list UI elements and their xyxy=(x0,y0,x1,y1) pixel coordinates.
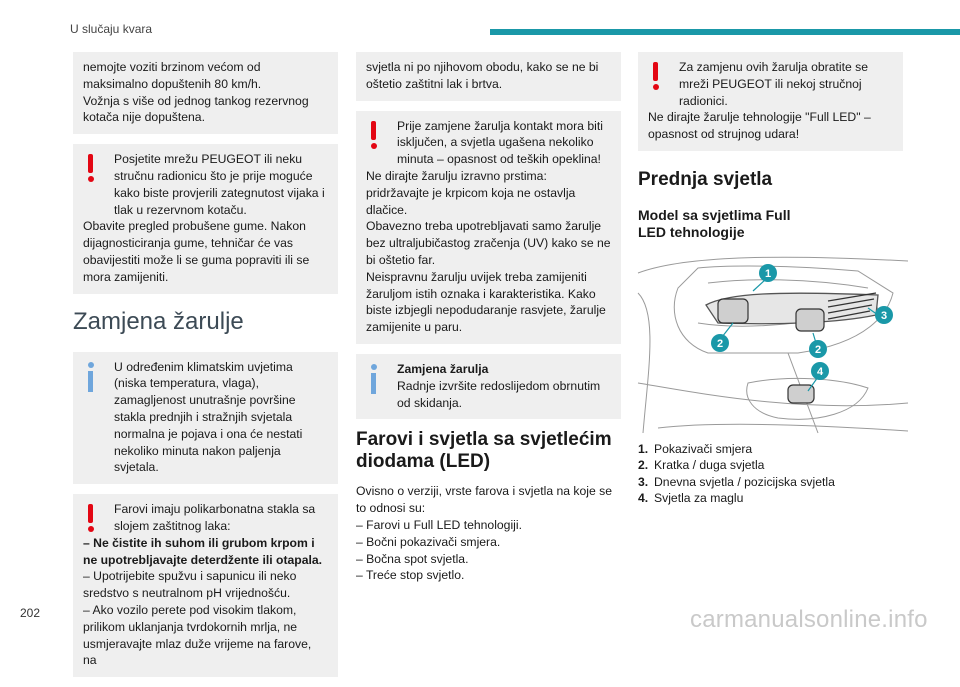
continued-note-box xyxy=(356,52,621,101)
warning-icon xyxy=(87,154,94,183)
warning-box xyxy=(638,52,903,151)
legend-item xyxy=(638,441,903,458)
list-item: – Bočna spot svjetla. xyxy=(356,551,469,566)
section-title: Prednja svjetla xyxy=(638,168,773,190)
warning-paragraph: Posjetite mrežu PEUGEOT ili neku stručnu radionicu što je prije moguće kako biste provjerili zategnutost vijaka i tlak u rezervnom kotaču. xyxy=(114,152,325,217)
callout-label: 3 xyxy=(880,309,888,322)
watermark: carmanualsonline.info xyxy=(690,606,928,633)
legend-number: 2. xyxy=(638,458,649,473)
subsection-title: Model sa svjetlima Full LED tehnologije xyxy=(638,206,791,240)
legend-text: Dnevna svjetla / pozicijska svjetla xyxy=(654,474,835,489)
callout-label: 4 xyxy=(816,365,824,378)
info-box xyxy=(356,354,621,419)
section-title: Farovi i svjetla sa svjetlećim diodama (LED) xyxy=(356,429,612,473)
list-item: – Bočni pokazivači smjera. xyxy=(356,534,501,549)
warning-box xyxy=(356,111,621,344)
legend-text: Svjetla za maglu xyxy=(654,491,744,506)
callout-label: 2 xyxy=(716,337,724,350)
legend-item xyxy=(638,474,903,491)
info-title: Zamjena žarulja xyxy=(397,361,489,376)
legend-number: 1. xyxy=(638,441,649,456)
header-accent-bar xyxy=(490,29,960,35)
warning-box xyxy=(73,144,338,293)
warning-paragraph: Ne dirajte žarulju izravno prstima: pridržavajte je krpicom koja ne ostavlja dlačice. xyxy=(366,168,576,217)
column-1 xyxy=(73,52,338,687)
note-paragraph: nemojte voziti brzinom većom od maksimalno dopuštenih 80 km/h. xyxy=(83,60,262,91)
legend-item xyxy=(638,457,903,474)
warning-intro: Farovi imaju polikarbonatna stakla sa slojem zaštitnog laka: xyxy=(114,502,316,533)
info-icon xyxy=(87,362,94,391)
warning-item: – Ako vozilo perete pod visokim tlakom, prilikom uklanjanja tvrdokornih mrlja, ne usmjeravajte mlaz duže vrijeme na farove, na xyxy=(83,602,312,668)
legend-text: Kratka / duga svjetla xyxy=(654,458,765,473)
warning-paragraph: Obavezno treba upotrebljavati samo žarulje bez ultraljubičastog zračenja (UV) kako se ne bi oštetio far. xyxy=(366,219,611,267)
warning-item: – Upotrijebite spužvu i sapunicu ili neko sredstvo s neutralnom pH vrijednošću. xyxy=(83,569,297,601)
note-paragraph: Vožnja s više od jednog tankog rezervnog kotača nije dopuštena. xyxy=(83,93,309,125)
figure-legend xyxy=(638,441,903,507)
headlight-illustration xyxy=(638,253,908,433)
warning-icon xyxy=(652,62,659,91)
warning-paragraph: Ne dirajte žarulje tehnologije "Full LED" – opasnost od strujnog udara! xyxy=(648,110,871,142)
list-item: – Farovi u Full LED tehnologiji. xyxy=(356,517,522,532)
headlight-diagram xyxy=(638,253,908,433)
warning-paragraph: Neispravnu žarulju uvijek treba zamijeniti žaruljom istih oznaka i karakteristika. Kako biste izbjegli nepodudaranje rasvjete, žarulje zamijenite u paru. xyxy=(366,269,606,335)
note-paragraph: svjetla ni po njihovom obodu, kako se ne bi oštetio zaštitni lak i brtva. xyxy=(366,60,599,91)
info-paragraph: Radnje izvršite redoslijedom obrnutim od skidanja. xyxy=(397,378,601,410)
info-box xyxy=(73,352,338,485)
list-item: – Treće stop svjetlo. xyxy=(356,568,465,583)
section-title: Zamjena žarulje xyxy=(73,307,244,335)
info-paragraph: U određenim klimatskim uvjetima (niska temperatura, vlaga), zamagljenost unutrašnje površine stakla prednjih i stražnjih svjetala normalna je pojava i ona će nestati nekoliko minuta nakon paljenja svjetala. xyxy=(114,359,303,475)
callout-label: 2 xyxy=(814,343,822,356)
continued-note-box xyxy=(73,52,338,134)
warning-paragraph: Obavite pregled probušene gume. Nakon dijagnosticiranja gume, tehničar će vas obavijestiti može li se guma popraviti ili se mora zamijeniti. xyxy=(83,219,310,284)
callout-label: 1 xyxy=(764,267,772,280)
warning-icon xyxy=(370,121,377,150)
column-2 xyxy=(356,52,621,584)
page-number: 202 xyxy=(20,606,41,620)
legend-number: 4. xyxy=(638,491,649,506)
intro-paragraph: Ovisno o verziji, vrste farova i svjetla na koje se to odnosi su: xyxy=(356,484,613,516)
header-title: U slučaju kvara xyxy=(70,22,153,36)
column-3 xyxy=(638,52,903,507)
intro-text xyxy=(356,483,621,584)
legend-item xyxy=(638,490,903,507)
warning-paragraph: Prije zamjene žarulja kontakt mora biti isključen, a svjetla ugašena nekoliko minuta – opasnost od teških opeklina! xyxy=(397,118,603,167)
warning-icon xyxy=(87,504,94,533)
warning-box xyxy=(73,494,338,677)
warning-paragraph: Za zamjenu ovih žarulja obratite se mreži PEUGEOT ili nekoj stručnoj radionici. xyxy=(679,60,869,108)
info-icon xyxy=(370,364,377,393)
warning-item: – Ne čistite ih suhom ili grubom krpom i ne upotrebljavajte deterdžente ili otapala. xyxy=(83,535,323,567)
legend-number: 3. xyxy=(638,474,649,489)
legend-text: Pokazivači smjera xyxy=(654,441,753,456)
